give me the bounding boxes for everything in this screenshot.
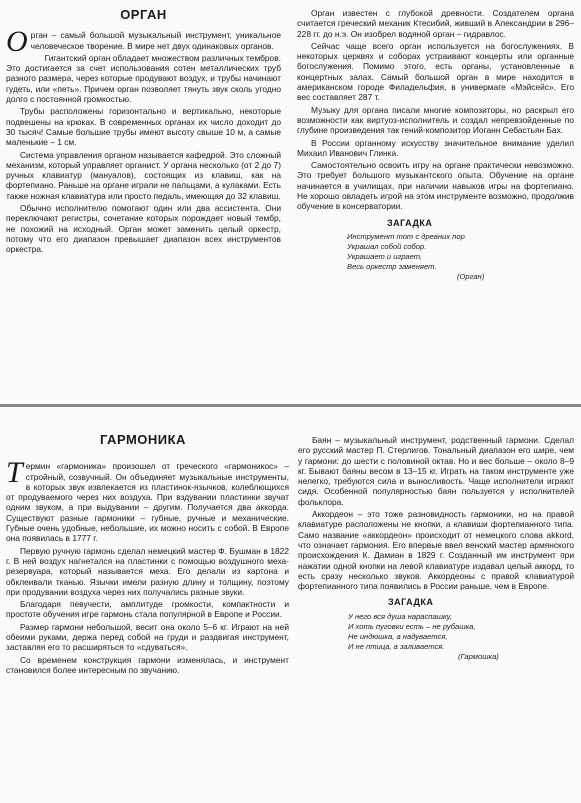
riddle-line: Украшает и играет, <box>347 251 423 261</box>
riddle-line: Украшал собой собор. <box>347 241 427 251</box>
organ-paragraph: Гигантский орган обладает множеством различных тембров. Это достигается за счет использования сотен металлических труб разного размера, через которые продувают воздух, и трубы начинают гудеть, или «петь». Причем орган позволяет тянуть звук сколь угодно долго с постоянной громкостью. <box>6 52 281 105</box>
riddle-line: И хоть пуговки есть – не рубашка, <box>348 621 476 631</box>
harmonica-title: ГАРМОНИКА <box>100 432 186 447</box>
riddle-line: Не индюшка, а надувается, <box>348 631 448 641</box>
organ-paragraph: В России органному искусству значительное внимание уделил Михаил Иванович Глинка. <box>297 137 574 158</box>
riddle-line: Весь оркестр заменяет. <box>347 261 437 271</box>
organ-paragraph: Орган – самый большой музыкальный инструмент, уникальное человеческое творение. В мире нет двух одинаковых органов. <box>6 25 281 59</box>
harmonica-paragraph: Благодаря певучести, амплитуде громкости, компактности и простоте обучения игре гармонь стала популярной в Европе и России. <box>6 599 289 620</box>
harmonica-riddle-answer: (Гармошка) <box>458 651 499 661</box>
organ-riddle-title: ЗАГАДКА <box>387 217 433 228</box>
organ-paragraph: Трубы расположены горизонтально и вертикально, некоторые подвешены на крюках. В современных органах их число доходит до 30 тысяч! Самые большие трубы имеют высоту свыше 10 м, а самые маленькие – 1 см. <box>6 106 281 148</box>
organ-riddle-answer: (Орган) <box>457 271 485 281</box>
harmonica-paragraph: Термин «гармоника» произошел от греческого «гармоникос» – стройный, созвучный. Он объединяет музыкальные инструменты, в которых звук извлекается из пластинок-язычков, колеблющихся от продуваемого через них воздуха. При вздувании пластинки звучат одним звуком, а при выдувании – другим. Получается два аккорда. Существуют разные гармоники – губные, ручные и механические. Губные очень удобные, небольшие, их можно носить с собой. В Европе она появилась в 1777 г. <box>6 456 289 544</box>
organ-article <box>0 0 581 400</box>
harmonica-left-column <box>6 433 289 677</box>
riddle-line: У него вся душа нараспашку, <box>348 611 452 621</box>
organ-title: ОРГАН <box>120 7 167 22</box>
riddle-line: Инструмент тот с древних пор <box>347 231 465 241</box>
riddle-line: И не птица, а заливается. <box>348 641 445 651</box>
harmonica-paragraph: Аккордеон – это тоже разновидность гармоники, но на правой клавиатуре расположены не кнопки, а клавиши фортепианного типа. Само название «аккордеон» происходит от немецкого слова akkord, что означает гармония. Его впервые ввел венский мастер армянского происхождения К. Дамиан в 1829 г. Созданный им инструмент при нажатии одной кнопки на левой клавиатуре издавал целый аккорд, то есть сразу несколько звуков. Аккордеоны с правой клавиатурой фортепианного типа появились в России раньше, чем в Европе. <box>298 509 574 592</box>
organ-dropcap: О <box>6 25 28 59</box>
organ-paragraph: Самостоятельно освоить игру на органе практически невозможно. Это требует большого музыкантского опыта. Обучение на органе начинается в училищах, при наличии навыков игры на фортепиано. Не хорошо овладеть игрой на этом инструменте возможно, продолжив обучение в консерватории. <box>297 160 574 212</box>
harmonica-paragraph: Баян – музыкальный инструмент, родственный гармони. Сделал его русский мастер П. Стерлигов. Тональный диапазон его шире, чем у гармони: до шести с половиной октав. Но и вес больше – около 8–9 кг. Бывают баяны весом в 13–15 кг. Играть на таком инструменте уже нелегко, требуются сила и выносливость. Чаще исполнители играют сидя. Особенной популярностью баян пользуется у исполнителей фольклора. <box>298 435 574 507</box>
organ-paragraph: Орган известен с глубокой древности. Создателем органа считается греческий механик Ктесибий, живший в Александрии в 296–228 гг. до н.э. Он изобрел водяной орган – гидравлос. <box>297 8 574 39</box>
harmonica-riddle-lines <box>348 612 574 652</box>
harmonica-riddle <box>298 597 574 662</box>
harmonica-riddle-title: ЗАГАДКА <box>388 597 434 608</box>
organ-left-column <box>6 8 281 257</box>
organ-right-column <box>297 8 574 282</box>
organ-paragraph: Сейчас чаще всего орган используется на богослужениях. В некоторых церквях и соборах устраивают концерты или органные богослужения. Помимо этого, есть органы, установленные в концертных залах. Самый большой орган в мире находится в американском городе Филадельфия, в универмаге «Мэйсейс». Его вес составляет 287 т. <box>297 40 574 103</box>
harmonica-paragraph: Размер гармони небольшой, весит она около 5–6 кг. Играют на ней обеими руками, держа перед собой на груди и раздвигая инструмент, заставляя его то расширяться то «сдуваться». <box>6 621 289 653</box>
harmonica-paragraph: Со временем конструкция гармони изменялась, и инструмент становился более интересным по звучанию. <box>6 654 289 675</box>
organ-paragraph: Обычно исполнителю помогают один или два ассистента. Они переключают регистры, сочетание которых порождает новый тембр, не похожий на исходный. Орган может заменить целый оркестр, потому что его диапазон превышает диапазон всех инструментов оркестра. <box>6 203 281 255</box>
harmonica-right-column <box>298 435 574 662</box>
harmonica-dropcap: Т <box>6 456 23 490</box>
organ-riddle-lines <box>347 232 574 272</box>
harmonica-article <box>0 404 581 803</box>
organ-paragraph: Система управления органом называется кафедрой. Это сложный механизм, который управляет органист. У органа несколько (от 2 до 7) ручных клавиатур (мануалов), состоящих из клавиш, как на фортепиано. Раньше на органе играли не пальцами, а кулаками. Есть также ножная клавиатура или просто педаль, имеющая до 32 клавиш. <box>6 149 281 201</box>
organ-paragraph: Музыку для органа писали многие композиторы, но раскрыл его возможности как виртуоз-исполнитель и создал непревзойденные по глубине произведения так гений-композитор Иоганн Себастьян Бах. <box>297 104 574 136</box>
harmonica-paragraph: Первую ручную гармонь сделал немецкий мастер Ф. Бушман в 1822 г. В ней воздух нагнетался на пластинки с помощью воздушного меха-резервуара, который называется меха. Его делали из картона и обклеивали тканью. Язычки имели разную длину и толщину, поэтому при продувании воздуха через них получались разные звуки. <box>6 545 289 597</box>
organ-riddle <box>297 218 574 283</box>
